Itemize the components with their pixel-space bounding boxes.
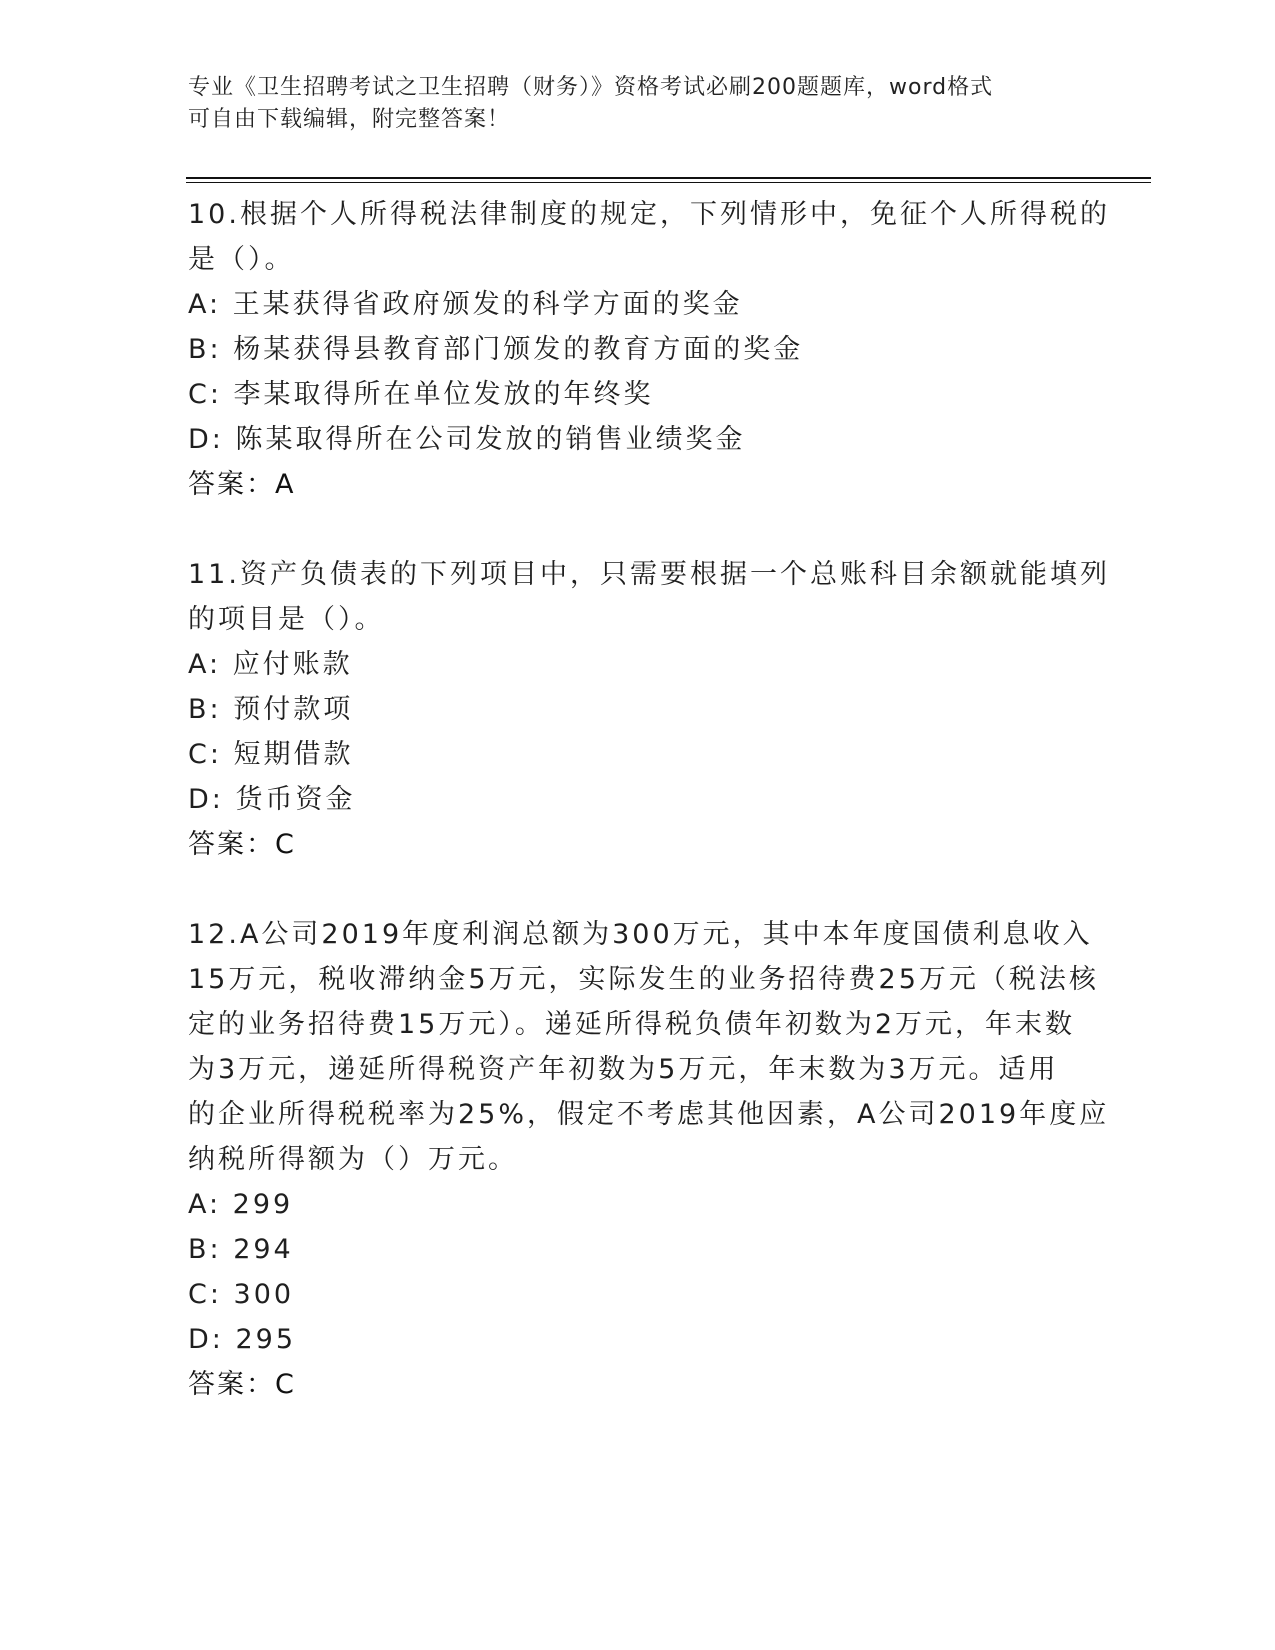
answer-line: 答案：C [188,1369,296,1400]
option-a: A: 应付账款 [188,649,353,680]
answer-line: 答案：C [188,829,296,860]
question-stem-line: 的企业所得税税率为25%，假定不考虑其他因素，A公司2019年度应 [188,1099,1110,1130]
document-header [188,72,1088,136]
question-spacer [188,867,1088,912]
option-a: A: 299 [188,1189,294,1220]
option-b: B: 杨某获得县教育部门颁发的教育方面的奖金 [188,334,804,365]
header-line-2: 可自由下载编辑，附完整答案！ [188,107,511,132]
question-11 [188,552,1110,867]
header-divider-thin [186,182,1151,183]
option-a: A: 王某获得省政府颁发的科学方面的奖金 [188,289,743,320]
question-list [188,192,1110,1407]
question-stem-line: 是（）。 [188,244,295,275]
question-stem-line: 11.资产负债表的下列项目中，只需要根据一个总账科目余额就能填列 [188,559,1110,590]
question-10 [188,192,1110,507]
question-stem-line: 为3万元，递延所得税资产年初数为5万元，年末数为3万元。适用 [188,1054,1059,1085]
question-12 [188,912,1110,1407]
question-spacer [188,507,1088,552]
question-stem-line: 12.A公司2019年度利润总额为300万元，其中本年度国债利息收入 [188,919,1093,950]
option-c: C: 李某取得所在单位发放的年终奖 [188,379,654,410]
option-c: C: 300 [188,1279,295,1310]
question-stem-line: 10.根据个人所得税法律制度的规定，下列情形中，免征个人所得税的 [188,199,1110,230]
header-line-1: 专业《卫生招聘考试之卫生招聘（财务）》资格考试必刷200题题库，word格式 [188,75,994,100]
question-stem-line: 定的业务招待费15万元）。递延所得税负债年初数为2万元，年末数 [188,1009,1076,1040]
answer-line: 答案：A [188,469,296,500]
option-c: C: 短期借款 [188,739,354,770]
option-d: D: 货币资金 [188,784,356,815]
option-b: B: 预付款项 [188,694,354,725]
question-stem-line: 纳税所得额为（）万元。 [188,1144,518,1175]
header-divider-thick [186,177,1151,179]
option-d: D: 陈某取得所在公司发放的销售业绩奖金 [188,424,746,455]
question-stem-line: 15万元，税收滞纳金5万元，实际发生的业务招待费25万元（税法核 [188,964,1099,995]
option-b: B: 294 [188,1234,294,1265]
question-stem-line: 的项目是（）。 [188,604,385,635]
option-d: D: 295 [188,1324,297,1355]
